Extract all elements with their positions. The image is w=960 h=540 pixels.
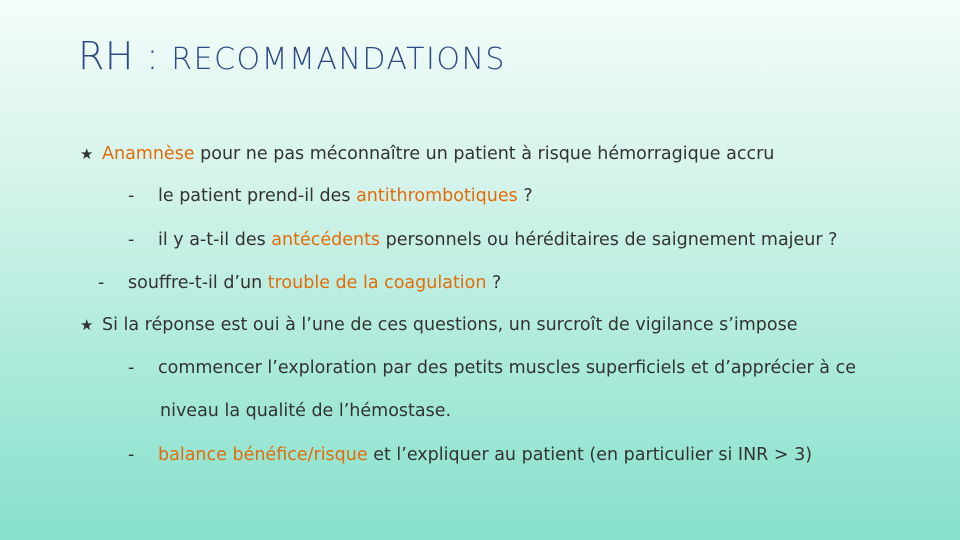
dash-marker: - bbox=[128, 445, 135, 465]
highlight-term: Anamnèse bbox=[102, 144, 195, 164]
sub-bullet-text: commencer l’exploration par des petits muscles superficiels et d’apprécier à ce bbox=[158, 358, 856, 378]
sub-bullet-antithrombotiques bbox=[128, 184, 533, 208]
dash-marker: - bbox=[128, 230, 135, 250]
slide-title bbox=[78, 34, 506, 78]
title-separator: : bbox=[145, 34, 160, 78]
highlight-term: trouble de la coagulation bbox=[267, 273, 487, 293]
dash-marker: - bbox=[128, 358, 135, 378]
bullet-anamnese bbox=[80, 142, 775, 166]
sub-bullet-exploration-continued bbox=[160, 399, 451, 423]
sub-bullet-antecedents bbox=[128, 228, 837, 252]
title-prefix: RH bbox=[78, 34, 134, 78]
sub-bullet-text: et l’expliquer au patient (en particulier si INR > 3) bbox=[367, 445, 813, 465]
sub-bullet-text: personnels ou héréditaires de saignement majeur ? bbox=[380, 230, 838, 250]
highlight-term: balance bénéfice/risque bbox=[158, 445, 368, 465]
bullet-vigilance bbox=[80, 313, 798, 337]
dash-marker: - bbox=[128, 186, 135, 206]
sub-bullet-text: niveau la qualité de l’hémostase. bbox=[160, 401, 452, 421]
highlight-term: antécédents bbox=[271, 230, 381, 250]
bullet-text: pour ne pas méconnaître un patient à risque hémorragique accru bbox=[194, 144, 775, 164]
dash-marker: - bbox=[98, 273, 105, 293]
star-icon: ★ bbox=[80, 316, 94, 334]
sub-bullet-coagulation bbox=[98, 271, 501, 295]
sub-bullet-text: ? bbox=[486, 273, 502, 293]
sub-bullet-balance bbox=[128, 443, 812, 467]
bullet-text: Si la réponse est oui à l’une de ces questions, un surcroît de vigilance s’impose bbox=[102, 315, 798, 335]
highlight-term: antithrombotiques bbox=[356, 186, 518, 206]
sub-bullet-text: il y a-t-il des bbox=[158, 230, 272, 250]
star-icon: ★ bbox=[80, 145, 94, 163]
sub-bullet-exploration bbox=[128, 356, 856, 380]
sub-bullet-text: ? bbox=[517, 186, 533, 206]
title-rest: RECOMMANDATIONS bbox=[171, 42, 506, 77]
sub-bullet-text: souffre-t-il d’un bbox=[128, 273, 268, 293]
sub-bullet-text: le patient prend-il des bbox=[158, 186, 357, 206]
